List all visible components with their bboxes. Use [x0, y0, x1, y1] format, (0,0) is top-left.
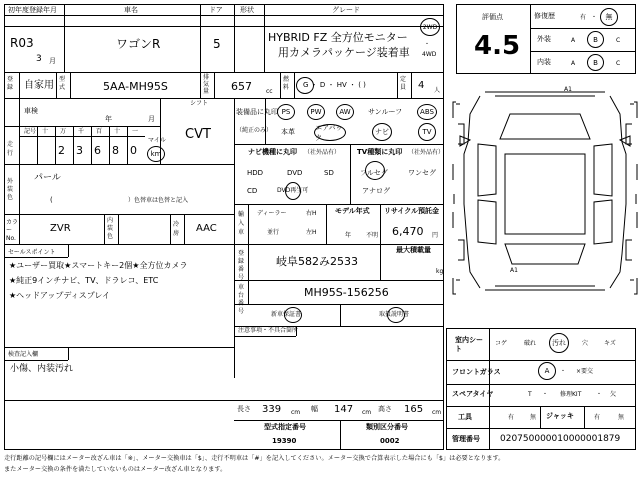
- divider: [4, 347, 234, 348]
- divider: [326, 204, 327, 244]
- displacement-label: 排気量: [203, 74, 210, 95]
- divider: [340, 420, 341, 450]
- width-value: 147: [334, 404, 354, 415]
- month-unit: 月: [49, 57, 56, 65]
- import-steering-right: 右H: [306, 210, 317, 217]
- divider: [200, 4, 201, 72]
- mileage-col-divider: [55, 126, 56, 164]
- repair-option-yes: 有: [580, 14, 587, 21]
- divider: [4, 15, 444, 16]
- inspection-year-unit: 年: [105, 115, 112, 123]
- equip-abs-circle: [417, 104, 437, 120]
- sheet-selected-circle: [549, 333, 569, 353]
- equip-tv-circle: [418, 123, 436, 141]
- equipment-sub: （純正のみ）: [236, 127, 273, 134]
- height-value: 165: [404, 404, 424, 415]
- repair-sep: ・: [591, 14, 598, 21]
- ac-value: AAC: [196, 223, 217, 234]
- capacity-label: 定員: [400, 76, 407, 91]
- diagram-label-top: A1: [564, 86, 572, 93]
- door-label: ドア: [209, 6, 223, 14]
- divider: [4, 244, 234, 245]
- divider: [104, 214, 105, 244]
- nav-hdd: HDD: [247, 169, 264, 177]
- type-no-value: 19390: [272, 437, 297, 445]
- class-no-label: 類別区分番号: [366, 423, 408, 431]
- height-unit: cm: [432, 409, 442, 416]
- jack-yes: 有: [594, 414, 601, 421]
- sheet-item-burn: コゲ: [495, 340, 508, 347]
- interior-color-label: 内装色: [107, 217, 114, 240]
- divider: [4, 126, 160, 127]
- jack-label: ジャッキ: [546, 412, 574, 420]
- model-year-unknown: 不明: [366, 232, 379, 239]
- divider: [234, 4, 235, 72]
- fuel-options: G ・ D ・ HV ・ ( ): [303, 81, 366, 89]
- divider: [4, 360, 68, 361]
- nav-dvd-playback: DVD再生可: [277, 187, 309, 194]
- repair-option-no: 無: [605, 13, 613, 21]
- divider: [265, 98, 266, 144]
- spare-tire-label: スペアタイヤ: [452, 390, 494, 398]
- model-value: 5AA-MH95S: [103, 80, 168, 93]
- equip-tv: TV: [422, 128, 432, 136]
- drive-4wd: 4WD: [422, 51, 437, 58]
- mileage-col-divider: [127, 126, 128, 164]
- score-label: 評価点: [482, 13, 503, 21]
- mileage-unit-km: km: [150, 150, 162, 158]
- mileage-col-label: 一: [132, 128, 139, 135]
- max-load-label: 最大積載量: [396, 246, 431, 254]
- divider: [248, 204, 249, 244]
- divider: [234, 244, 444, 245]
- mileage-col-label: 記号: [24, 128, 37, 135]
- inspector-notes-label: 検査記入欄: [8, 351, 39, 358]
- divider: [446, 384, 636, 385]
- equip-airbag-circle: [314, 124, 346, 141]
- divider: [234, 420, 444, 421]
- length-unit: cm: [291, 409, 301, 416]
- divider: [19, 98, 20, 164]
- chassis-value: MH95S-156256: [304, 286, 389, 299]
- capacity-unit: 人: [434, 87, 441, 94]
- exterior-color-note: ）色替車は色替と記入: [128, 197, 189, 204]
- width-label: 幅: [311, 405, 318, 413]
- door-count: 5: [213, 37, 221, 51]
- plate-label: 登録番号: [238, 250, 245, 281]
- mileage-col-label: 百: [96, 128, 103, 135]
- max-load-unit: kg: [436, 268, 444, 275]
- manual: 取扱説明書: [379, 311, 410, 318]
- divider: [380, 204, 381, 280]
- front-glass-selected-circle: [538, 362, 556, 380]
- score-value: 4.5: [474, 31, 521, 61]
- grade-label: グレード: [332, 6, 360, 14]
- front-glass-sep: ・: [560, 368, 567, 375]
- mileage-label: 走行: [7, 141, 14, 157]
- selling-point-3: ★ヘッドアップディスプレイ: [9, 291, 111, 300]
- mileage-digit: 8: [112, 144, 119, 157]
- divider: [234, 144, 444, 145]
- equip-pw: PW: [310, 108, 322, 116]
- equip-ps-circle: [277, 104, 295, 120]
- model-label: 型式: [59, 76, 66, 91]
- displacement-value: 657: [231, 80, 252, 93]
- exterior-grade-b: B: [593, 35, 598, 44]
- spare-tire-t: T: [528, 391, 532, 398]
- car-name: ワゴンR: [116, 37, 161, 51]
- recycle-value: 6,470: [392, 225, 424, 238]
- divider: [118, 214, 119, 244]
- color-no-value: ZVR: [50, 223, 71, 234]
- divider: [56, 72, 57, 98]
- reg-label: 登録: [7, 76, 14, 91]
- mileage-col-divider: [91, 126, 92, 164]
- divider: [264, 4, 265, 72]
- exterior-color-bracket: (: [50, 196, 53, 204]
- repair-selected-circle: [600, 8, 618, 26]
- first-reg-year: R03: [10, 36, 34, 50]
- shift-value: CVT: [185, 127, 211, 142]
- divider: [234, 336, 296, 337]
- exterior-selected-circle: [587, 31, 604, 48]
- divider: [540, 406, 541, 428]
- recycle-unit: 円: [432, 232, 439, 239]
- manual-circle: [387, 307, 405, 323]
- selling-point-1: ★ユーザー買取★スマートキー2個★全方位カメラ: [9, 261, 188, 270]
- management-value: 020750000010000001879: [500, 434, 621, 444]
- nav-header: ナビ機種に丸印: [248, 148, 297, 156]
- displacement-unit: cc: [266, 88, 273, 95]
- mileage-km-circle: [147, 146, 165, 162]
- shift-label: シフト: [190, 100, 209, 107]
- divider: [19, 164, 20, 214]
- divider: [530, 4, 531, 74]
- selling-point-2: ★純正9インチナビ、TV、ドラレコ、ETC: [9, 276, 159, 285]
- grade-line1: HYBRID FZ 全方位モニター: [268, 31, 408, 44]
- divider: [4, 26, 444, 27]
- mileage-digit: 3: [76, 144, 83, 157]
- reg-value: 自家用: [24, 80, 54, 91]
- divider: [4, 214, 234, 215]
- divider: [489, 328, 490, 450]
- exterior-grade-a: A: [571, 37, 576, 44]
- divider: [584, 406, 585, 428]
- equip-navi: ナビ: [375, 128, 389, 136]
- nav-sd: SD: [324, 169, 334, 177]
- grade-line2: 用カメラパッケージ装着車: [278, 46, 410, 59]
- divider: [4, 400, 444, 401]
- repair-label: 修復歴: [534, 12, 555, 20]
- footer-line2: またメーター交換の条件を満たしていないものはメーター改ざん車となります。: [4, 466, 227, 473]
- plate-value: 岐阜582み2533: [276, 255, 358, 268]
- tv-analog: アナログ: [362, 187, 390, 195]
- import-steering-left: 左H: [306, 229, 317, 236]
- equip-leather: 本革: [281, 128, 295, 136]
- nav-sub: （社外品有）: [304, 149, 341, 156]
- drive-dot: ・: [424, 41, 431, 48]
- import-parallel: 並行: [267, 229, 280, 236]
- divider: [184, 214, 185, 244]
- equip-abs: ABS: [420, 108, 434, 116]
- interior-grade-a: A: [571, 60, 576, 67]
- divider: [170, 214, 171, 244]
- color-no-label: カラーNo.: [6, 219, 19, 242]
- interior-sheet-label: 室内シート: [455, 336, 483, 353]
- class-no-value: 0002: [380, 437, 400, 445]
- nav-selected-circle: [285, 182, 301, 200]
- divider: [68, 347, 69, 360]
- equip-pw-circle: [307, 104, 325, 120]
- import-label: 輸入車: [238, 211, 245, 236]
- divider: [280, 72, 281, 98]
- mileage-col-label: 十: [42, 128, 49, 135]
- mileage-digit: 2: [58, 144, 65, 157]
- new-warranty-circle: [284, 307, 302, 323]
- first-reg-label: 初年度登録年月: [8, 6, 57, 14]
- divider: [4, 257, 68, 258]
- inspection-month-unit: 月: [148, 115, 155, 123]
- divider: [4, 164, 234, 165]
- divider: [70, 72, 71, 98]
- exterior-grade-c: C: [616, 37, 621, 44]
- interior-selected-circle: [587, 54, 604, 71]
- divider: [64, 4, 65, 72]
- divider: [530, 51, 636, 52]
- car-damage-diagram: [450, 84, 640, 324]
- selling-points-label: セールスポイント: [8, 249, 56, 256]
- divider: [530, 28, 636, 29]
- spare-tire-sep1: ・: [542, 391, 549, 398]
- shape-label: 形状: [240, 6, 254, 14]
- divider: [446, 360, 636, 361]
- equip-aw: AW: [339, 108, 351, 116]
- sheet-item-tear: 破れ: [524, 340, 537, 347]
- tv-selected-circle: [365, 161, 385, 180]
- tools-label: 工具: [458, 413, 472, 421]
- tv-header: TV種類に丸印: [357, 148, 403, 156]
- height-label: 高さ: [378, 405, 392, 413]
- divider: [446, 406, 636, 407]
- mileage-col-divider: [109, 126, 110, 164]
- inspection-label: 車検: [24, 107, 38, 115]
- equip-navi-circle: [372, 123, 392, 141]
- front-glass-a: A: [544, 367, 550, 375]
- divider: [411, 72, 412, 98]
- model-year-label: モデル年式: [335, 207, 370, 215]
- divider: [200, 72, 201, 98]
- divider: [397, 72, 398, 98]
- equip-aw-circle: [336, 104, 354, 120]
- diagram-label-bottom: A1: [510, 267, 518, 274]
- drive-2wd-circle: [420, 18, 440, 36]
- divider: [19, 214, 20, 244]
- tv-sub: （社外品有）: [408, 149, 445, 156]
- fuel-label: 燃料: [283, 76, 290, 91]
- footer-line1: 走行距離の記号欄にはメーター改ざん車は「※」、メーター交換車は「$」、走行不明車は「#」を記入してください。メーター交換で合算表示した場合にも「$」は必要となります。: [4, 455, 505, 462]
- tools-no: 無: [530, 414, 537, 421]
- mileage-digit: 0: [130, 144, 137, 157]
- mileage-col-divider: [73, 126, 74, 164]
- divider: [340, 304, 341, 326]
- length-value: 339: [262, 404, 282, 415]
- mileage-col-divider: [37, 126, 38, 164]
- divider: [4, 98, 444, 99]
- model-year-unit: 年: [345, 232, 352, 239]
- interior-grade-c: C: [616, 60, 621, 67]
- interior-grade-b: B: [593, 58, 598, 67]
- recycle-label: リサイクル預託金: [384, 207, 440, 215]
- divider: [234, 280, 444, 281]
- capacity-value: 4: [418, 80, 425, 91]
- exterior-color-label: 外装色: [7, 178, 14, 201]
- divider: [446, 428, 636, 429]
- divider: [214, 72, 215, 98]
- tv-oneseg: ワンセグ: [408, 169, 436, 177]
- sheet-item-hole: 穴: [582, 340, 589, 347]
- first-reg-month: 3: [36, 54, 42, 64]
- sheet-item-dirt: 汚れ: [552, 339, 566, 347]
- mileage-col-label: 万: [60, 128, 67, 135]
- front-glass-replace: ×要交: [576, 368, 594, 375]
- tv-fullseg: フルセグ: [360, 169, 388, 177]
- exterior-color-value: パール: [34, 173, 61, 183]
- jack-no: 無: [618, 414, 625, 421]
- divider: [234, 204, 444, 205]
- fuel-selected-circle: [296, 77, 314, 94]
- chassis-label: 車台番号: [238, 284, 245, 315]
- divider: [68, 244, 69, 257]
- ac-label: 冷房: [173, 221, 180, 237]
- divider: [296, 326, 297, 336]
- type-no-label: 型式指定番号: [264, 423, 306, 431]
- divider: [19, 72, 20, 98]
- notes-box-label: 注意事項・不具合箇所: [238, 327, 299, 334]
- divider: [294, 72, 295, 98]
- equipment-label: 装備品に丸印: [236, 108, 278, 116]
- width-unit: cm: [362, 409, 372, 416]
- front-glass-label: フロントガラス: [452, 368, 501, 376]
- divider: [248, 244, 249, 304]
- divider: [234, 304, 444, 305]
- equip-airbag: エアバック: [315, 123, 343, 142]
- exterior-label: 外装: [537, 35, 551, 43]
- import-dealer: ディーラー: [257, 210, 287, 217]
- spare-tire-missing: 欠: [610, 391, 617, 398]
- drive-2wd: 2WD: [422, 23, 438, 31]
- divider: [350, 144, 351, 204]
- new-warranty: 新車保証書: [271, 311, 302, 318]
- management-label: 管理番号: [452, 435, 480, 443]
- inspector-notes-text: 小傷、内装汚れ: [10, 364, 74, 374]
- nav-cd: CD: [247, 187, 258, 195]
- length-label: 長さ: [237, 405, 251, 413]
- mileage-digit: 6: [94, 144, 101, 157]
- car-name-label: 車名: [124, 6, 138, 14]
- mileage-col-label: 千: [78, 128, 85, 135]
- tools-yes: 有: [508, 414, 515, 421]
- mileage-unit-mile: マイル: [148, 137, 166, 144]
- interior-label: 内装: [537, 58, 551, 66]
- mileage-col-label: 十: [114, 128, 121, 135]
- nav-dvd: DVD: [287, 169, 303, 177]
- spare-tire-sep2: ・: [596, 391, 603, 398]
- spare-tire-kit: 修理KIT: [560, 391, 582, 398]
- equip-ps: PS: [281, 108, 291, 116]
- equip-sunroof: サンルーフ: [368, 108, 403, 116]
- sheet-item-scratch: キズ: [604, 340, 616, 347]
